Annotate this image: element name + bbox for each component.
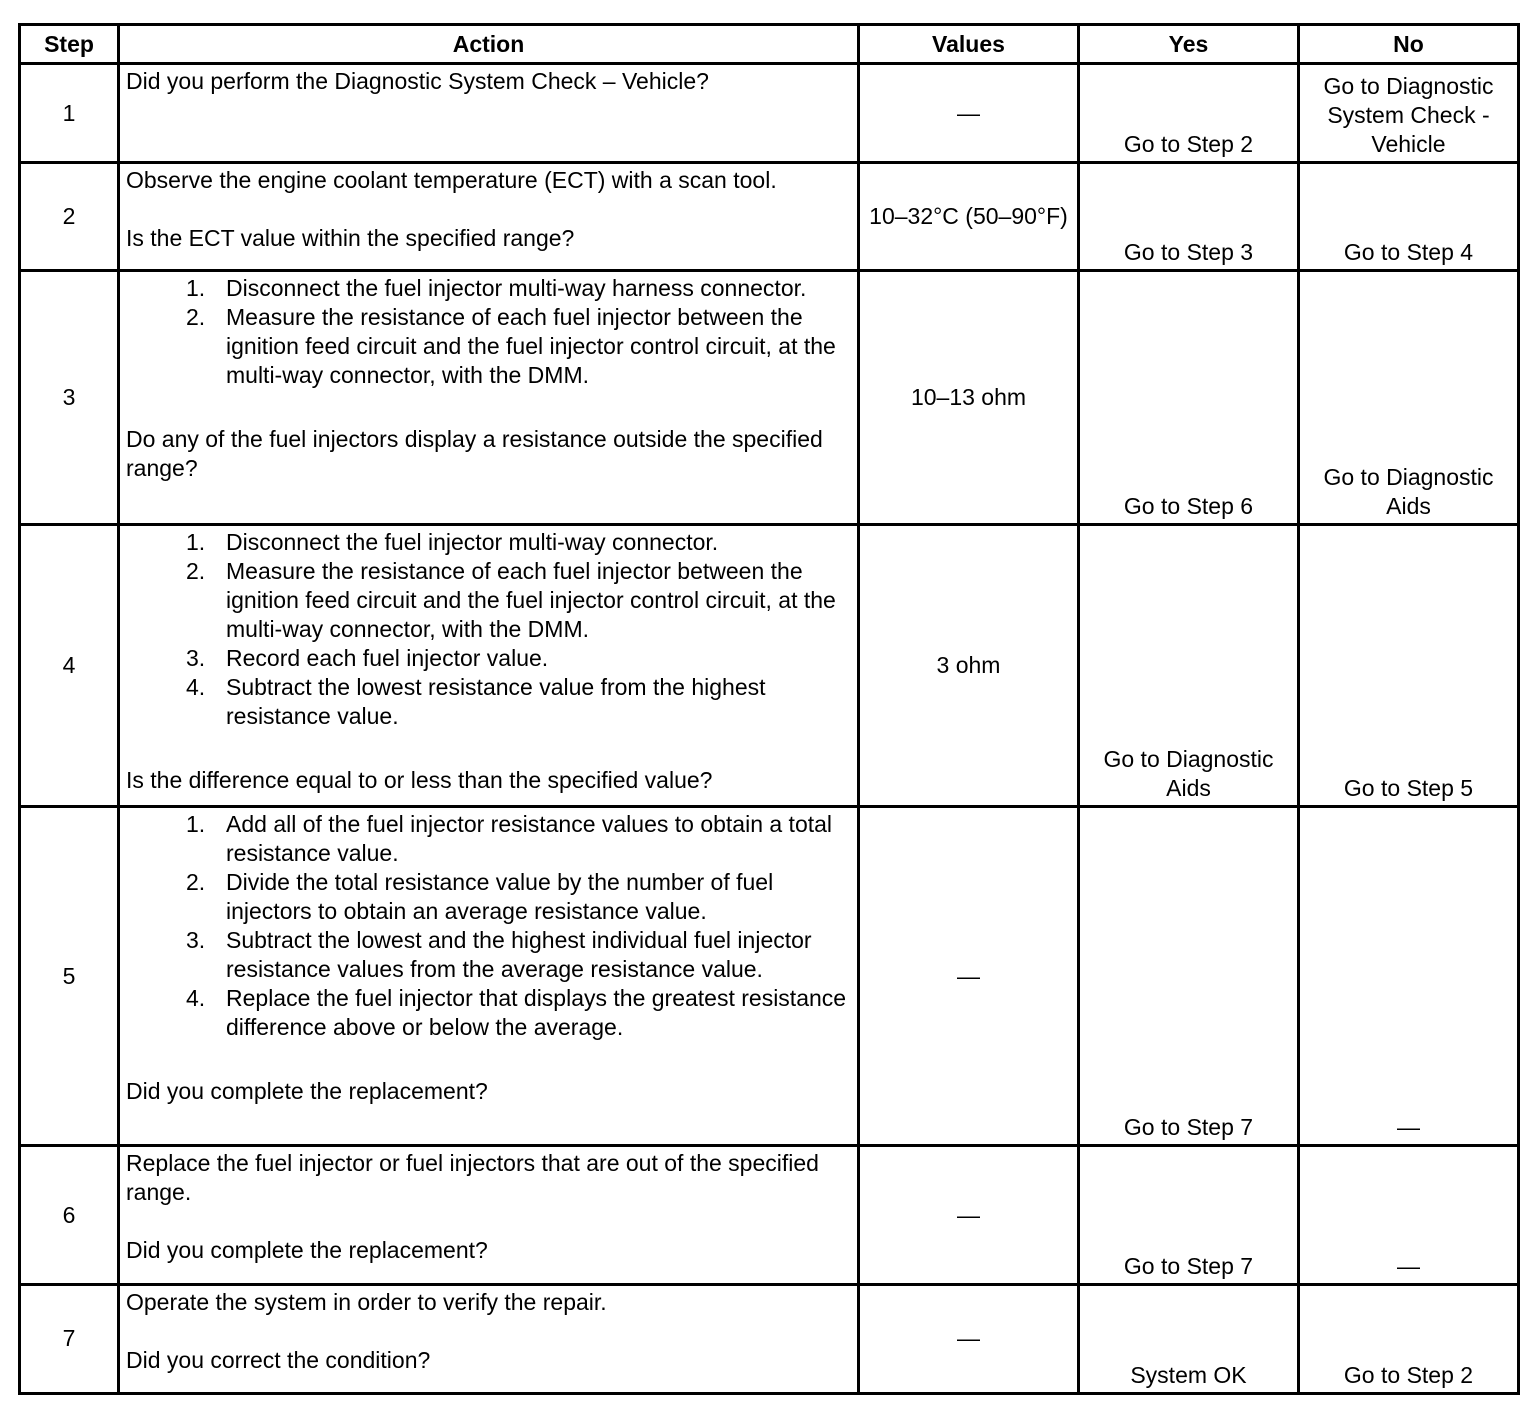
- step-number: 4: [20, 525, 119, 807]
- no-cell: Go to Diagnostic System Check - Vehicle: [1299, 64, 1519, 163]
- header-step: Step: [20, 25, 119, 64]
- no-cell: Go to Step 4: [1299, 163, 1519, 271]
- action-question: Did you complete the replacement?: [126, 1077, 488, 1104]
- yes-cell: Go to Diagnostic Aids: [1079, 525, 1299, 807]
- list-item: 1. Disconnect the fuel injector multi-way connector.: [186, 529, 719, 556]
- values-cell: —: [859, 806, 1079, 1146]
- action-cell: [119, 163, 859, 271]
- values-cell: —: [859, 1146, 1079, 1284]
- yes-cell: Go to Step 3: [1079, 163, 1299, 271]
- action-cell: [119, 1284, 859, 1393]
- no-cell: —: [1299, 1146, 1519, 1284]
- table-row-step-2: [20, 163, 1519, 271]
- yes-cell: Go to Step 6: [1079, 271, 1299, 525]
- action-question: Did you correct the condition?: [126, 1346, 431, 1373]
- action-cell: [119, 64, 859, 163]
- values-cell: 10–32°C (50–90°F): [859, 163, 1079, 271]
- yes-cell: Go to Step 7: [1079, 1146, 1299, 1284]
- yes-cell: Go to Step 7: [1079, 806, 1299, 1146]
- action-text: Observe the engine coolant temperature (ECT) with a scan tool.: [126, 167, 777, 194]
- action-cell: [119, 525, 859, 807]
- action-steps-list: [126, 810, 853, 1042]
- values-cell: —: [859, 1284, 1079, 1393]
- step-number: 3: [20, 271, 119, 525]
- list-item: 1. Disconnect the fuel injector multi-way harness connector.: [186, 275, 807, 302]
- table-row-step-7: [20, 1284, 1519, 1393]
- no-cell: Go to Diagnostic Aids: [1299, 271, 1519, 525]
- action-steps-list: [126, 528, 853, 731]
- no-cell: Go to Step 5: [1299, 525, 1519, 807]
- step-number: 6: [20, 1146, 119, 1284]
- header-values: Values: [859, 25, 1079, 64]
- header-no: No: [1299, 25, 1519, 64]
- table-row-step-6: [20, 1146, 1519, 1284]
- diagnostic-table: [18, 23, 1520, 1395]
- step-number: 2: [20, 163, 119, 271]
- yes-cell: System OK: [1079, 1284, 1299, 1393]
- no-cell: Go to Step 2: [1299, 1284, 1519, 1393]
- header-yes: Yes: [1079, 25, 1299, 64]
- values-cell: 10–13 ohm: [859, 271, 1079, 525]
- table-row-step-1: [20, 64, 1519, 163]
- action-steps-list: [126, 274, 853, 390]
- list-item: 2. Measure the resistance of each fuel injector between the ignition feed circuit and the fuel injector control circuit, at the multi-way connector, with the DMM.: [186, 304, 836, 389]
- step-number: 1: [20, 64, 119, 163]
- list-item: 3. Subtract the lowest and the highest individual fuel injector resistance values from the average resistance value.: [186, 926, 812, 982]
- step-number: 5: [20, 806, 119, 1146]
- list-item: 4. Replace the fuel injector that displays the greatest resistance difference above or below the average.: [186, 984, 847, 1040]
- action-question: Is the ECT value within the specified range?: [126, 225, 575, 252]
- table-row-step-5: [20, 806, 1519, 1146]
- list-item: 4. Subtract the lowest resistance value from the highest resistance value.: [186, 674, 766, 730]
- action-text: Operate the system in order to verify the repair.: [126, 1288, 607, 1315]
- action-text: Did you perform the Diagnostic System Check – Vehicle?: [126, 68, 709, 94]
- no-cell: —: [1299, 806, 1519, 1146]
- header-row: [20, 25, 1519, 64]
- list-item: 1. Add all of the fuel injector resistance values to obtain a total resistance value.: [186, 810, 833, 866]
- action-text: Replace the fuel injector or fuel injectors that are out of the specified range.: [126, 1150, 819, 1206]
- action-question: Is the difference equal to or less than the specified value?: [126, 767, 713, 794]
- action-question: Do any of the fuel injectors display a resistance outside the specified range?: [126, 426, 823, 482]
- list-item: 3. Record each fuel injector value.: [186, 645, 549, 672]
- list-item: 2. Divide the total resistance value by the number of fuel injectors to obtain an average resistance value.: [186, 868, 774, 924]
- action-question: Did you complete the replacement?: [126, 1237, 488, 1264]
- table-row-step-3: [20, 271, 1519, 525]
- header-action: Action: [119, 25, 859, 64]
- step-number: 7: [20, 1284, 119, 1393]
- list-item: 2. Measure the resistance of each fuel injector between the ignition feed circuit and the fuel injector control circuit, at the multi-way connector, with the DMM.: [186, 558, 836, 643]
- action-cell: [119, 1146, 859, 1284]
- values-cell: 3 ohm: [859, 525, 1079, 807]
- yes-cell: Go to Step 2: [1079, 64, 1299, 163]
- action-cell: [119, 806, 859, 1146]
- action-cell: [119, 271, 859, 525]
- table-row-step-4: [20, 525, 1519, 807]
- values-cell: —: [859, 64, 1079, 163]
